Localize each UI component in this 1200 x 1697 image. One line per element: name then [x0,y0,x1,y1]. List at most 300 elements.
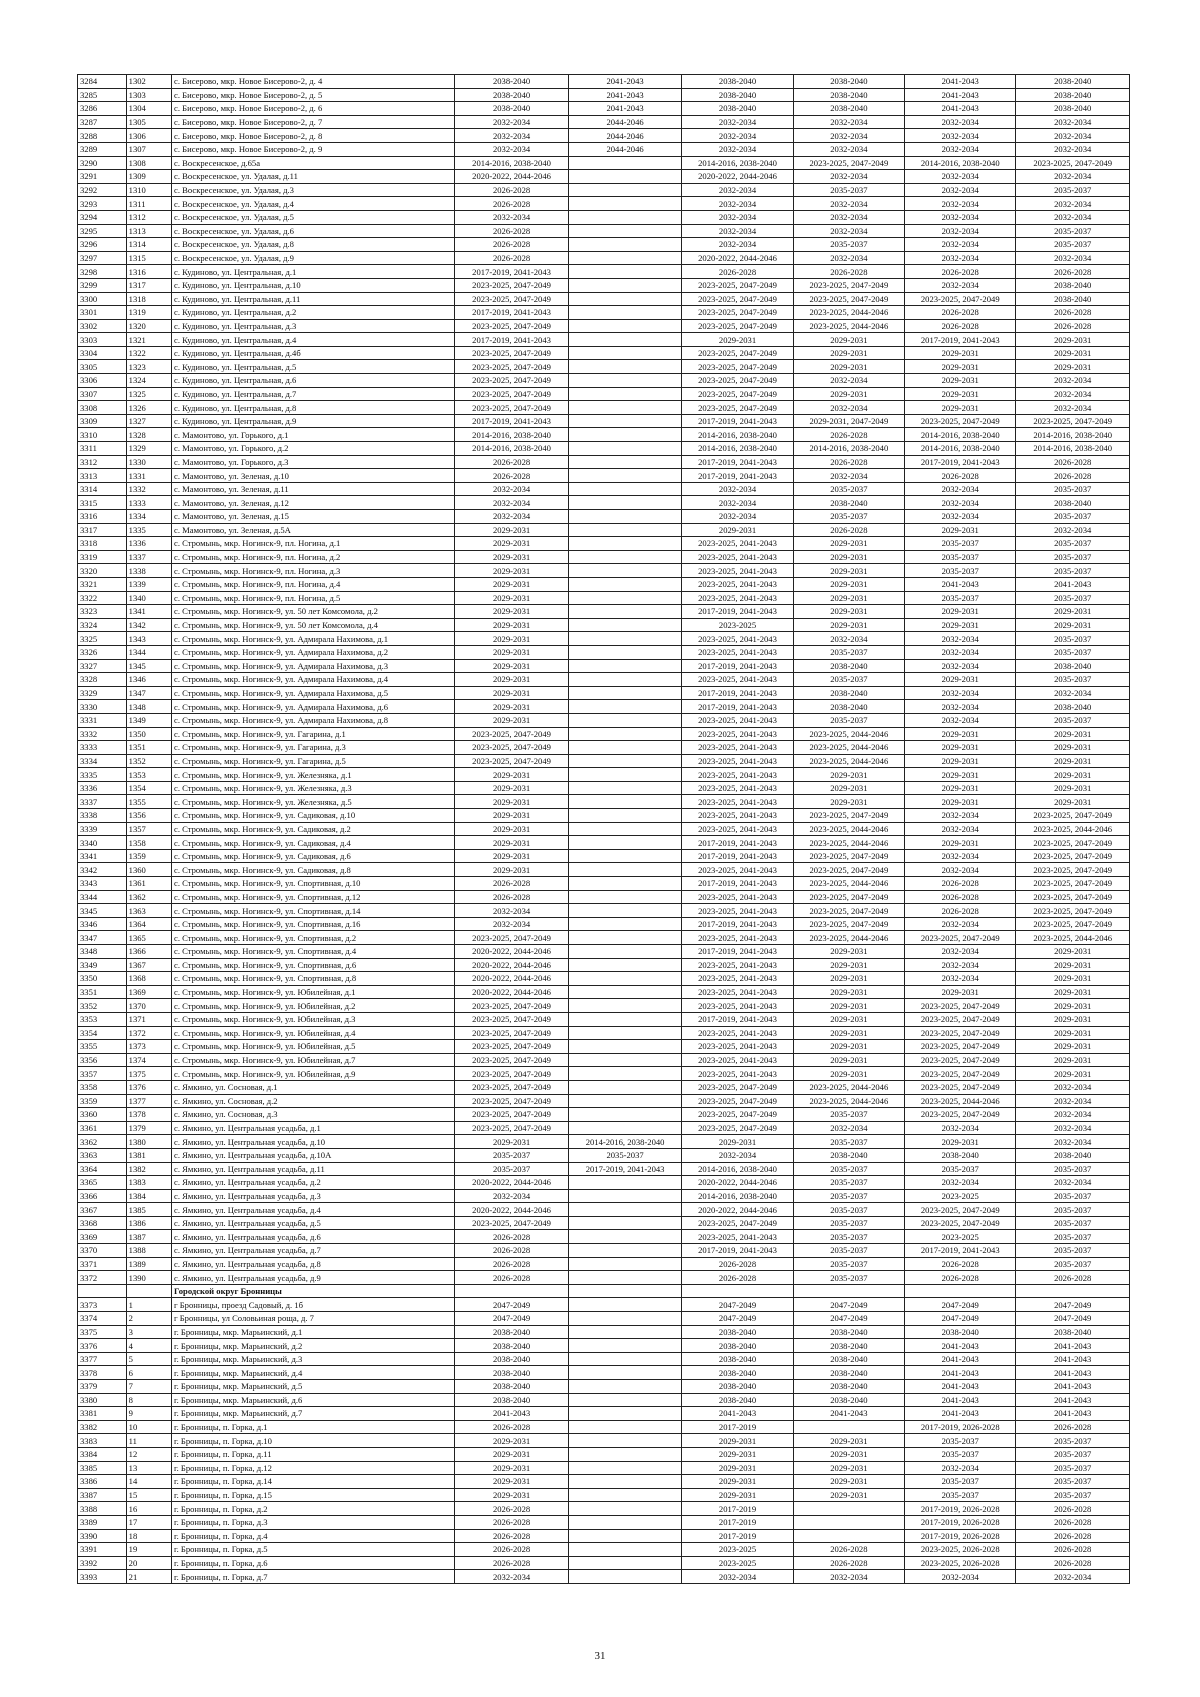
row-number-cell: 3360 [78,1108,127,1122]
address-cell: с. Кудиново, ул. Центральная, д.5 [172,360,455,374]
period-cell: 2029-2031 [455,550,569,564]
period-cell: 2047-2049 [682,1298,793,1312]
period-cell: 2017-2019, 2041-2043 [682,469,793,483]
period-cell [568,1380,682,1394]
period-cell: 2047-2049 [1016,1312,1130,1326]
period-cell [793,1502,904,1516]
local-number-cell: 17 [126,1515,171,1529]
address-cell: с. Кудиново, ул. Центральная, д.4 [172,333,455,347]
period-cell: 2023-2025, 2044-2046 [793,877,904,891]
table-row [78,1053,1130,1067]
row-number-cell: 3333 [78,741,127,755]
period-cell: 2017-2019, 2041-2043 [682,414,793,428]
period-cell: 2029-2031 [905,754,1016,768]
period-cell: 2035-2037 [1016,1162,1130,1176]
row-number-cell: 3387 [78,1488,127,1502]
period-cell: 2017-2019, 2041-2043 [682,945,793,959]
period-cell: 2023-2025, 2047-2049 [1016,890,1130,904]
address-cell: с. Стромынь, мкр. Ногинск-9, пл. Ногина, д.4 [172,577,455,591]
period-cell: 2029-2031 [455,659,569,673]
period-cell: 2023-2025, 2047-2049 [793,917,904,931]
address-cell: с. Бисерово, мкр. Новое Бисерово-2, д. 7 [172,115,455,129]
period-cell: 2014-2016, 2038-2040 [1016,428,1130,442]
period-cell: 2035-2037 [1016,550,1130,564]
period-cell: 2020-2022, 2044-2046 [455,972,569,986]
address-cell: г Бронницы, ул Соловьиная роща, д. 7 [172,1312,455,1326]
period-cell: 2032-2034 [905,659,1016,673]
period-cell: 2014-2016, 2038-2040 [682,1162,793,1176]
row-number-cell: 3366 [78,1189,127,1203]
period-cell: 2014-2016, 2038-2040 [455,156,569,170]
period-cell: 2023-2025, 2047-2049 [455,292,569,306]
period-cell: 2038-2040 [1016,659,1130,673]
period-cell: 2014-2016, 2038-2040 [682,428,793,442]
period-cell: 2029-2031 [905,673,1016,687]
period-cell: 2023-2025, 2047-2049 [455,754,569,768]
period-cell: 2023-2025, 2047-2049 [682,401,793,415]
row-number-cell: 3289 [78,142,127,156]
period-cell: 2026-2028 [455,1515,569,1529]
local-number-cell: 1324 [126,374,171,388]
period-cell: 2032-2034 [793,1570,904,1584]
period-cell [568,251,682,265]
period-cell [568,442,682,456]
local-number-cell: 1370 [126,999,171,1013]
period-cell [568,849,682,863]
row-number-cell: 3345 [78,904,127,918]
period-cell: 2023-2025, 2047-2049 [682,387,793,401]
table-row [78,1380,1130,1394]
address-cell: с. Бисерово, мкр. Новое Бисерово-2, д. 8 [172,129,455,143]
period-cell: 2026-2028 [455,1502,569,1516]
row-number-cell: 3312 [78,455,127,469]
table-row [78,428,1130,442]
period-cell: 2023-2025, 2047-2049 [455,387,569,401]
period-cell: 2032-2034 [905,210,1016,224]
period-cell: 2023-2025, 2041-2043 [682,727,793,741]
table-row [78,1407,1130,1421]
period-cell: 2035-2037 [793,238,904,252]
address-cell: с. Стромынь, мкр. Ногинск-9, ул. Юбилейная, д.7 [172,1053,455,1067]
period-cell: 2035-2037 [793,1271,904,1285]
local-number-cell: 1354 [126,781,171,795]
table-row [78,1502,1130,1516]
period-cell [568,224,682,238]
period-cell: 2035-2037 [1016,1257,1130,1271]
period-cell: 2029-2031 [793,1053,904,1067]
period-cell: 2032-2034 [793,170,904,184]
local-number-cell: 1334 [126,510,171,524]
period-cell: 2020-2022, 2044-2046 [682,1203,793,1217]
period-cell: 2029-2031 [1016,741,1130,755]
period-cell: 2047-2049 [905,1298,1016,1312]
period-cell: 2035-2037 [793,482,904,496]
period-cell: 2029-2031 [1016,1026,1130,1040]
period-cell: 2032-2034 [905,1176,1016,1190]
period-cell: 2026-2028 [793,523,904,537]
period-cell: 2035-2037 [1016,224,1130,238]
period-cell: 2032-2034 [905,129,1016,143]
period-cell: 2032-2034 [793,115,904,129]
period-cell [568,1298,682,1312]
period-cell: 2032-2034 [905,1461,1016,1475]
row-number-cell: 3371 [78,1257,127,1271]
period-cell [568,183,682,197]
local-number-cell: 1374 [126,1053,171,1067]
local-number-cell: 1 [126,1298,171,1312]
local-number-cell: 1337 [126,550,171,564]
table-row [78,1434,1130,1448]
table-row [78,1108,1130,1122]
row-number-cell: 3286 [78,102,127,116]
period-cell: 2035-2037 [793,1135,904,1149]
row-number-cell: 3385 [78,1461,127,1475]
row-number-cell: 3367 [78,1203,127,1217]
address-cell: с. Мамонтово, ул. Зеленая, д.5А [172,523,455,537]
table-row [78,741,1130,755]
address-cell: с. Мамонтово, ул. Горького, д.1 [172,428,455,442]
period-cell: 2029-2031 [682,1475,793,1489]
period-cell [568,618,682,632]
period-cell: 2014-2016, 2038-2040 [455,442,569,456]
period-cell [568,1216,682,1230]
period-cell: 2032-2034 [455,115,569,129]
address-cell: г. Бронницы, п. Горка, д.3 [172,1515,455,1529]
address-cell: с. Стромынь, мкр. Ногинск-9, ул. Гагарина, д.3 [172,741,455,755]
period-cell: 2041-2043 [568,88,682,102]
period-cell: 2035-2037 [793,183,904,197]
local-number-cell: 1356 [126,809,171,823]
period-cell: 2041-2043 [905,1366,1016,1380]
period-cell [568,482,682,496]
address-cell: с. Ямкино, ул. Центральная усадьба, д.8 [172,1257,455,1271]
period-cell [568,1244,682,1258]
period-cell: 2023-2025, 2026-2028 [905,1543,1016,1557]
period-cell: 2032-2034 [455,510,569,524]
period-cell [568,713,682,727]
address-cell: с. Ямкино, ул. Центральная усадьба, д.10 [172,1135,455,1149]
local-number-cell: 8 [126,1393,171,1407]
period-cell: 2023-2025, 2044-2046 [793,754,904,768]
period-cell: 2032-2034 [793,210,904,224]
local-number-cell: 1358 [126,836,171,850]
period-cell: 2026-2028 [1016,1543,1130,1557]
address-cell: г. Бронницы, мкр. Марьинский, д.3 [172,1352,455,1366]
row-number-cell: 3381 [78,1407,127,1421]
period-cell: 2032-2034 [905,224,1016,238]
table-row [78,510,1130,524]
period-cell [568,1475,682,1489]
local-number-cell: 1311 [126,197,171,211]
period-cell: 2032-2034 [905,1570,1016,1584]
address-cell: с. Ямкино, ул. Центральная усадьба, д.4 [172,1203,455,1217]
local-number-cell: 1382 [126,1162,171,1176]
period-cell: 2041-2043 [905,102,1016,116]
period-cell: 2020-2022, 2044-2046 [455,945,569,959]
period-cell: 2032-2034 [905,958,1016,972]
period-cell: 2014-2016, 2038-2040 [905,156,1016,170]
address-cell: с. Стромынь, мкр. Ногинск-9, ул. Спортивная, д.2 [172,931,455,945]
period-cell: 2026-2028 [905,904,1016,918]
table-row [78,917,1130,931]
period-cell: 2026-2028 [793,428,904,442]
period-cell: 2032-2034 [682,1570,793,1584]
period-cell [568,945,682,959]
period-cell [568,360,682,374]
period-cell [568,1461,682,1475]
local-number-cell: 1338 [126,564,171,578]
period-cell: 2035-2037 [905,1475,1016,1489]
period-cell: 2029-2031 [1016,985,1130,999]
period-cell: 2035-2037 [1016,591,1130,605]
period-cell: 2029-2031 [905,618,1016,632]
period-cell [568,591,682,605]
period-cell [568,809,682,823]
period-cell: 2023-2025, 2044-2046 [793,319,904,333]
table-row [78,1570,1130,1584]
period-cell: 2038-2040 [682,1366,793,1380]
local-number-cell: 1306 [126,129,171,143]
address-cell: с. Кудиново, ул. Центральная, д.6 [172,374,455,388]
period-cell: 2023-2025, 2047-2049 [455,741,569,755]
local-number-cell: 1326 [126,401,171,415]
period-cell: 2023-2025, 2047-2049 [905,1067,1016,1081]
period-cell: 2041-2043 [905,88,1016,102]
table-row [78,890,1130,904]
period-cell [568,985,682,999]
row-number-cell: 3346 [78,917,127,931]
period-cell: 2023-2025, 2047-2049 [455,1121,569,1135]
row-number-cell: 3321 [78,577,127,591]
period-cell [568,931,682,945]
period-cell: 2026-2028 [1016,1271,1130,1285]
local-number-cell: 1373 [126,1040,171,1054]
table-row [78,455,1130,469]
period-cell: 2023-2025, 2047-2049 [455,278,569,292]
local-number-cell: 1315 [126,251,171,265]
period-cell: 2017-2019, 2041-2043 [905,333,1016,347]
period-cell [568,1094,682,1108]
local-number-cell: 1367 [126,958,171,972]
period-cell: 2035-2037 [793,1203,904,1217]
period-cell: 2035-2037 [905,1162,1016,1176]
period-cell [568,333,682,347]
period-cell: 2029-2031 [793,577,904,591]
period-cell: 2032-2034 [905,645,1016,659]
local-number-cell: 11 [126,1434,171,1448]
row-number-cell: 3284 [78,75,127,89]
period-cell [568,550,682,564]
period-cell: 2023-2025, 2041-2043 [682,577,793,591]
period-cell: 2014-2016, 2038-2040 [568,1135,682,1149]
period-cell: 2029-2031 [793,333,904,347]
period-cell [793,1420,904,1434]
address-cell: г Бронницы, проезд Садовый, д. 1б [172,1298,455,1312]
period-cell: 2029-2031 [1016,781,1130,795]
address-cell: г. Бронницы, п. Горка, д.7 [172,1570,455,1584]
local-number-cell: 1342 [126,618,171,632]
period-cell: 2032-2034 [682,115,793,129]
period-cell: 2038-2040 [1016,1325,1130,1339]
period-cell: 2035-2037 [793,1162,904,1176]
period-cell: 2029-2031 [455,1447,569,1461]
table-row [78,129,1130,143]
period-cell: 2026-2028 [1016,1529,1130,1543]
local-number-cell: 1387 [126,1230,171,1244]
period-cell: 2032-2034 [455,1570,569,1584]
period-cell: 2017-2019, 2026-2028 [905,1420,1016,1434]
period-cell: 2038-2040 [905,1325,1016,1339]
period-cell: 2023-2025, 2041-2043 [682,1230,793,1244]
row-number-cell: 3323 [78,605,127,619]
local-number-cell: 1346 [126,673,171,687]
row-number-cell: 3373 [78,1298,127,1312]
period-cell [568,265,682,279]
table-row [78,115,1130,129]
period-cell: 2035-2037 [455,1162,569,1176]
period-cell: 2038-2040 [1016,292,1130,306]
row-number-cell: 3320 [78,564,127,578]
table-row [78,577,1130,591]
period-cell: 2041-2043 [1016,577,1130,591]
period-cell: 2020-2022, 2044-2046 [455,170,569,184]
period-cell [568,537,682,551]
local-number-cell: 1313 [126,224,171,238]
period-cell: 2038-2040 [1016,102,1130,116]
address-cell: с. Ямкино, ул. Сосновая, д.3 [172,1108,455,1122]
period-cell: 2017-2019, 2041-2043 [455,306,569,320]
period-cell: 2029-2031 [455,591,569,605]
period-cell: 2041-2043 [1016,1339,1130,1353]
local-number-cell: 1302 [126,75,171,89]
period-cell: 2032-2034 [793,142,904,156]
period-cell: 2023-2025, 2047-2049 [455,374,569,388]
address-cell: с. Стромынь, мкр. Ногинск-9, ул. Юбилейная, д.4 [172,1026,455,1040]
row-number-cell: 3295 [78,224,127,238]
period-cell: 2026-2028 [1016,455,1130,469]
period-cell: 2032-2034 [905,510,1016,524]
period-cell: 2029-2031 [793,360,904,374]
row-number-cell: 3389 [78,1515,127,1529]
period-cell: 2029-2031 [1016,1040,1130,1054]
local-number-cell: 1383 [126,1176,171,1190]
period-cell [568,781,682,795]
table-row [78,645,1130,659]
period-cell: 2029-2031 [1016,972,1130,986]
period-cell: 2038-2040 [1016,75,1130,89]
period-cell: 2023-2025, 2047-2049 [682,346,793,360]
address-cell: с. Стромынь, мкр. Ногинск-9, ул. Адмирала Нахимова, д.8 [172,713,455,727]
period-cell: 2029-2031 [793,1026,904,1040]
row-number-cell: 3310 [78,428,127,442]
period-cell: 2032-2034 [793,1121,904,1135]
period-cell: 2029-2031 [455,537,569,551]
period-cell [568,1352,682,1366]
table-row [78,523,1130,537]
local-number-cell: 1317 [126,278,171,292]
period-cell: 2032-2034 [1016,1135,1130,1149]
local-number-cell: 1386 [126,1216,171,1230]
row-number-cell: 3355 [78,1040,127,1054]
period-cell: 2017-2019, 2041-2043 [455,333,569,347]
period-cell [568,1176,682,1190]
period-cell: 2029-2031 [455,1475,569,1489]
period-cell: 2023-2025, 2047-2049 [905,1080,1016,1094]
table-body [78,75,1130,1584]
local-number-cell: 1345 [126,659,171,673]
address-cell: с. Стромынь, мкр. Ногинск-9, ул. Спортивная, д.16 [172,917,455,931]
period-cell: 2032-2034 [1016,523,1130,537]
period-cell [568,1556,682,1570]
period-cell: 2032-2034 [1016,1121,1130,1135]
period-cell: 2029-2031 [682,333,793,347]
table-row [78,931,1130,945]
period-cell [568,1447,682,1461]
row-number-cell: 3307 [78,387,127,401]
period-cell: 2032-2034 [682,482,793,496]
period-cell: 2041-2043 [568,102,682,116]
period-cell [793,1529,904,1543]
row-number-cell: 3368 [78,1216,127,1230]
period-cell: 2035-2037 [905,1447,1016,1461]
row-number-cell: 3374 [78,1312,127,1326]
period-cell: 2032-2034 [1016,374,1130,388]
period-cell [568,197,682,211]
row-number-cell: 3344 [78,890,127,904]
period-cell: 2023-2025, 2047-2049 [793,904,904,918]
address-cell: с. Ямкино, ул. Центральная усадьба, д.1 [172,1121,455,1135]
row-number-cell: 3300 [78,292,127,306]
table-row [78,1067,1130,1081]
period-cell: 2032-2034 [793,129,904,143]
period-cell: 2038-2040 [455,1393,569,1407]
local-number-cell: 1344 [126,645,171,659]
period-cell: 2041-2043 [682,1407,793,1421]
period-cell: 2038-2040 [455,1366,569,1380]
period-cell: 2029-2031 [1016,618,1130,632]
row-number-cell: 3308 [78,401,127,415]
period-cell: 2026-2028 [905,469,1016,483]
period-cell: 2017-2019, 2041-2043 [905,455,1016,469]
row-number-cell: 3379 [78,1380,127,1394]
table-row [78,1189,1130,1203]
address-cell: с. Стромынь, мкр. Ногинск-9, ул. Железняка, д.5 [172,795,455,809]
period-cell: 2023-2025, 2044-2046 [793,741,904,755]
period-cell: 2017-2019 [682,1502,793,1516]
period-cell: 2035-2037 [1016,1244,1130,1258]
local-number-cell: 1339 [126,577,171,591]
period-cell: 2023-2025, 2047-2049 [905,1040,1016,1054]
local-number-cell: 1362 [126,890,171,904]
address-cell: г. Бронницы, мкр. Марьинский, д.1 [172,1325,455,1339]
address-cell: с. Стромынь, мкр. Ногинск-9, ул. Спортивная, д.14 [172,904,455,918]
period-cell: 2041-2043 [905,1352,1016,1366]
period-cell: 2029-2031 [455,795,569,809]
address-cell: с. Кудиново, ул. Центральная, д.3 [172,319,455,333]
period-cell: 2023-2025, 2041-2043 [682,972,793,986]
period-cell: 2029-2031 [455,577,569,591]
period-cell: 2041-2043 [905,1380,1016,1394]
period-cell: 2032-2034 [682,1148,793,1162]
period-cell: 2023-2025, 2047-2049 [1016,836,1130,850]
period-cell: 2038-2040 [682,1393,793,1407]
local-number-cell: 1321 [126,333,171,347]
local-number-cell: 1384 [126,1189,171,1203]
table-row [78,156,1130,170]
local-number-cell: 20 [126,1556,171,1570]
address-cell: г. Бронницы, п. Горка, д.11 [172,1447,455,1461]
row-number-cell: 3337 [78,795,127,809]
